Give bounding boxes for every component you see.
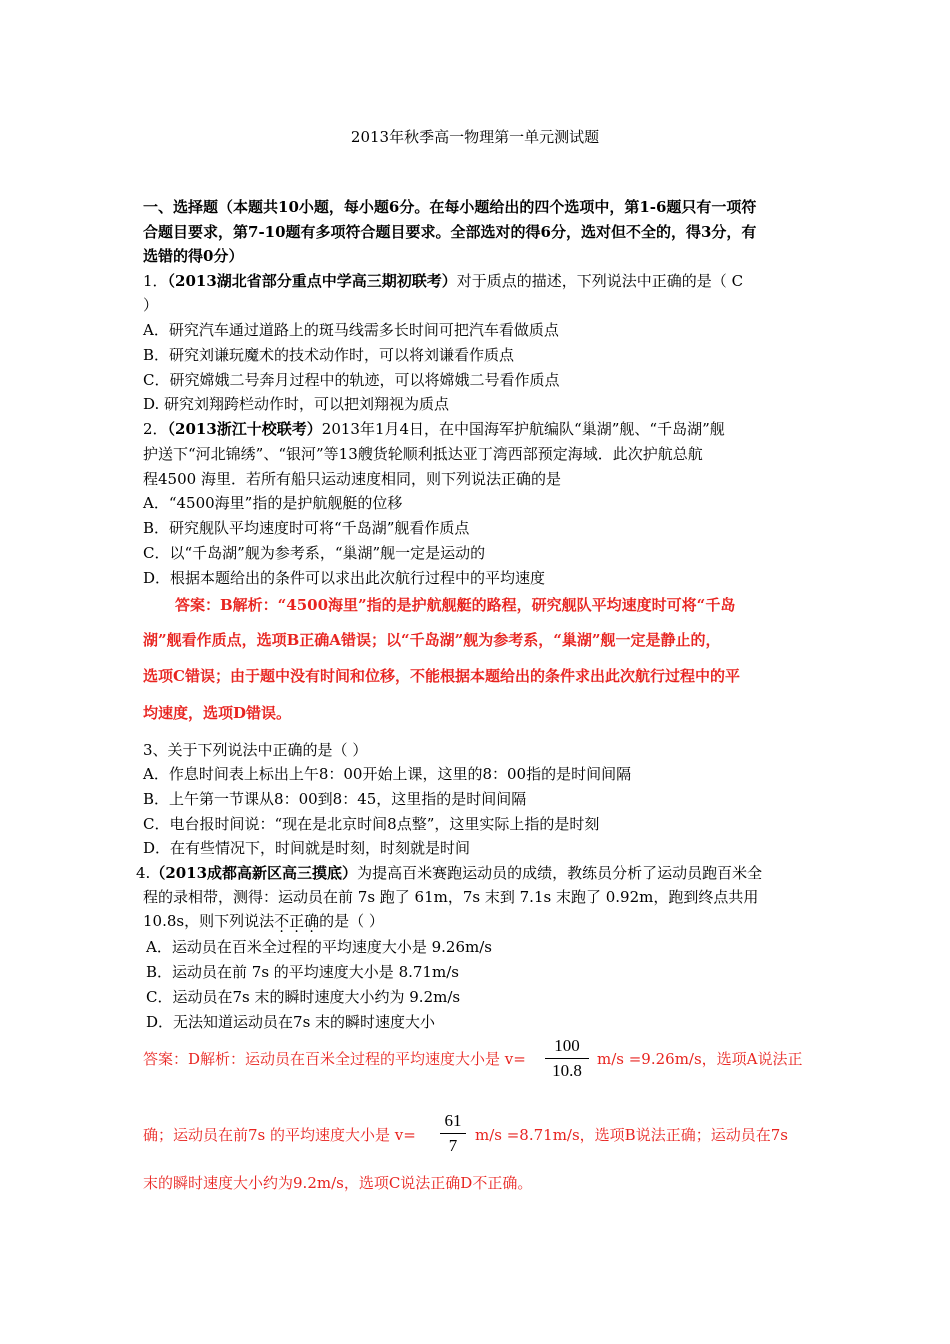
q1-option-a: A．研究汽车通过道路上的斑马线需多长时间可把汽车看做质点 (143, 321, 559, 339)
q4-stem-text: 为提高百米赛跑运动员的成绩，教练员分析了运动员跑百米全 (357, 864, 763, 882)
q4-answer-line1-pre: 答案：D解析：运动员在百米全过程的平均速度大小是 v= (143, 1050, 526, 1068)
q2-answer-line3: 选项C错误；由于题中没有时间和位移，不能根据本题给出的条件求出此次航行过程中的平 (143, 667, 740, 685)
q2-number: 2． (143, 420, 168, 438)
q1-option-b: B．研究刘谦玩魔术的技术动作时，可以将刘谦看作质点 (143, 346, 515, 364)
q4-answer-line1-post: m/s =9.26m/s，选项A说法正 (597, 1050, 803, 1068)
q1-option-d: D. 研究刘翔跨栏动作时，可以把刘翔视为质点 (143, 395, 450, 413)
fraction-bar (440, 1133, 466, 1134)
q1-stem-end: ） (143, 296, 159, 314)
q4-stem-line3 (143, 911, 384, 931)
q2-option-b: B．研究舰队平均速度时可将“千岛湖”舰看作质点 (143, 519, 470, 537)
q2-option-c: C．以“千岛湖”舰为参考系，“巢湖”舰一定是运动的 (143, 544, 486, 562)
q4-option-c: C．运动员在7s 末的瞬时速度大小约为 9.2m/s (146, 988, 461, 1006)
fraction-denominator: 10.8 (552, 1061, 582, 1080)
q1-stem (143, 271, 743, 291)
q4-source: （2013成都高新区高三摸底） (150, 864, 358, 882)
q4-answer-line2-post: m/s =8.71m/s，选项B说法正确；运动员在7s (475, 1126, 788, 1144)
q3-option-b: B．上午第一节课从8：00到8：45，这里指的是时间间隔 (143, 790, 527, 808)
q4-stem-line1 (136, 863, 762, 883)
emphasis-char-2: 正 (289, 912, 305, 930)
q4-answer-line2-pre: 确；运动员在前7s 的平均速度大小是 v= (143, 1126, 416, 1144)
q4-answer-line3: 末的瞬时速度大小约为9.2m/s，选项C说法正确D不正确。 (143, 1174, 533, 1192)
q2-stem-line1 (143, 419, 725, 439)
q3-option-d: D．在有些情况下，时间就是时刻，时刻就是时间 (143, 839, 471, 857)
fraction-bar (545, 1058, 589, 1059)
q3-stem: 3、关于下列说法中正确的是（ ） (143, 741, 368, 759)
section-instructions-line3: 选错的得0分） (143, 247, 244, 265)
fraction-numerator: 100 (554, 1036, 580, 1055)
q4-option-a: A．运动员在百米全过程的平均速度大小是 9.26m/s (146, 938, 492, 956)
fraction-61-over-7 (440, 1110, 466, 1157)
section-instructions-line2: 合题目要求，第7-10题有多项符合题目要求。全部选对的得6分，选对但不全的，得3分，有 (143, 223, 757, 241)
emphasis-char-3: 确 (304, 912, 320, 930)
q2-answer-line4: 均速度，选项D错误。 (143, 704, 292, 722)
q3-option-a: A．作息时间表上标出上午8：00开始上课，这里的8：00指的是时间间隔 (143, 765, 632, 783)
fraction-numerator: 61 (444, 1111, 462, 1130)
q2-option-a: A．“4500海里”指的是护航舰艇的位移 (143, 494, 403, 512)
q4-option-d: D．无法知道运动员在7s 末的瞬时速度大小 (146, 1013, 436, 1031)
q2-answer-line2: 湖”舰看作质点，选项B正确A错误；以“千岛湖”舰为参考系，“巢湖”舰一定是静止的， (143, 631, 721, 649)
q1-number: 1． (143, 272, 168, 290)
q4-option-b: B．运动员在前 7s 的平均速度大小是 8.71m/s (146, 963, 459, 981)
emphasis-char-1: 不 (274, 912, 290, 930)
fraction-100-over-10.8 (545, 1035, 589, 1082)
q1-source: （2013湖北省部分重点中学高三期初联考） (167, 272, 457, 290)
q4-stem-line2: 程的录相带，测得：运动员在前 7s 跑了 61m，7s 末到 7.1s 末跑了 0.92m，跑到终点共用 (143, 888, 759, 906)
q4-number: 4. (136, 864, 151, 882)
section-instructions-line1: 一、选择题（本题共10小题，每小题6分。在每小题给出的四个选项中，第1-6题只有一项符 (143, 198, 757, 216)
q1-option-c: C．研究嫦娥二号奔月过程中的轨迹，可以将嫦娥二号看作质点 (143, 371, 560, 389)
q2-option-d: D．根据本题给出的条件可以求出此次航行过程中的平均速度 (143, 569, 546, 587)
q2-stem-line2: 护送下“河北锦绣”、“银河”等13艘货轮顺利抵达亚丁湾西部预定海域．此次护航总航 (143, 445, 703, 463)
q2-stem-text: 2013年1月4日，在中国海军护航编队“巢湖”舰、“千岛湖”舰 (321, 420, 725, 438)
q1-stem-text: 对于质点的描述，下列说法中正确的是（ C (456, 272, 744, 290)
page-title: 2013年秋季高一物理第一单元测试题 (350, 128, 600, 146)
q3-option-c: C．电台报时间说：“现在是北京时间8点整”，这里实际上指的是时刻 (143, 815, 600, 833)
q2-answer-line1: 答案：B解析：“4500海里”指的是护航舰艇的路程，研究舰队平均速度时可将“千岛 (175, 596, 736, 614)
q4-stem-pre: 10.8s，则下列说法 (143, 912, 275, 930)
fraction-denominator: 7 (448, 1136, 458, 1155)
q2-stem-line3: 程4500 海里．若所有船只运动速度相同，则下列说法正确的是 (143, 470, 561, 488)
q2-source: （2013浙江十校联考） (167, 420, 322, 438)
q4-stem-post: 的是（ ） (319, 912, 384, 930)
